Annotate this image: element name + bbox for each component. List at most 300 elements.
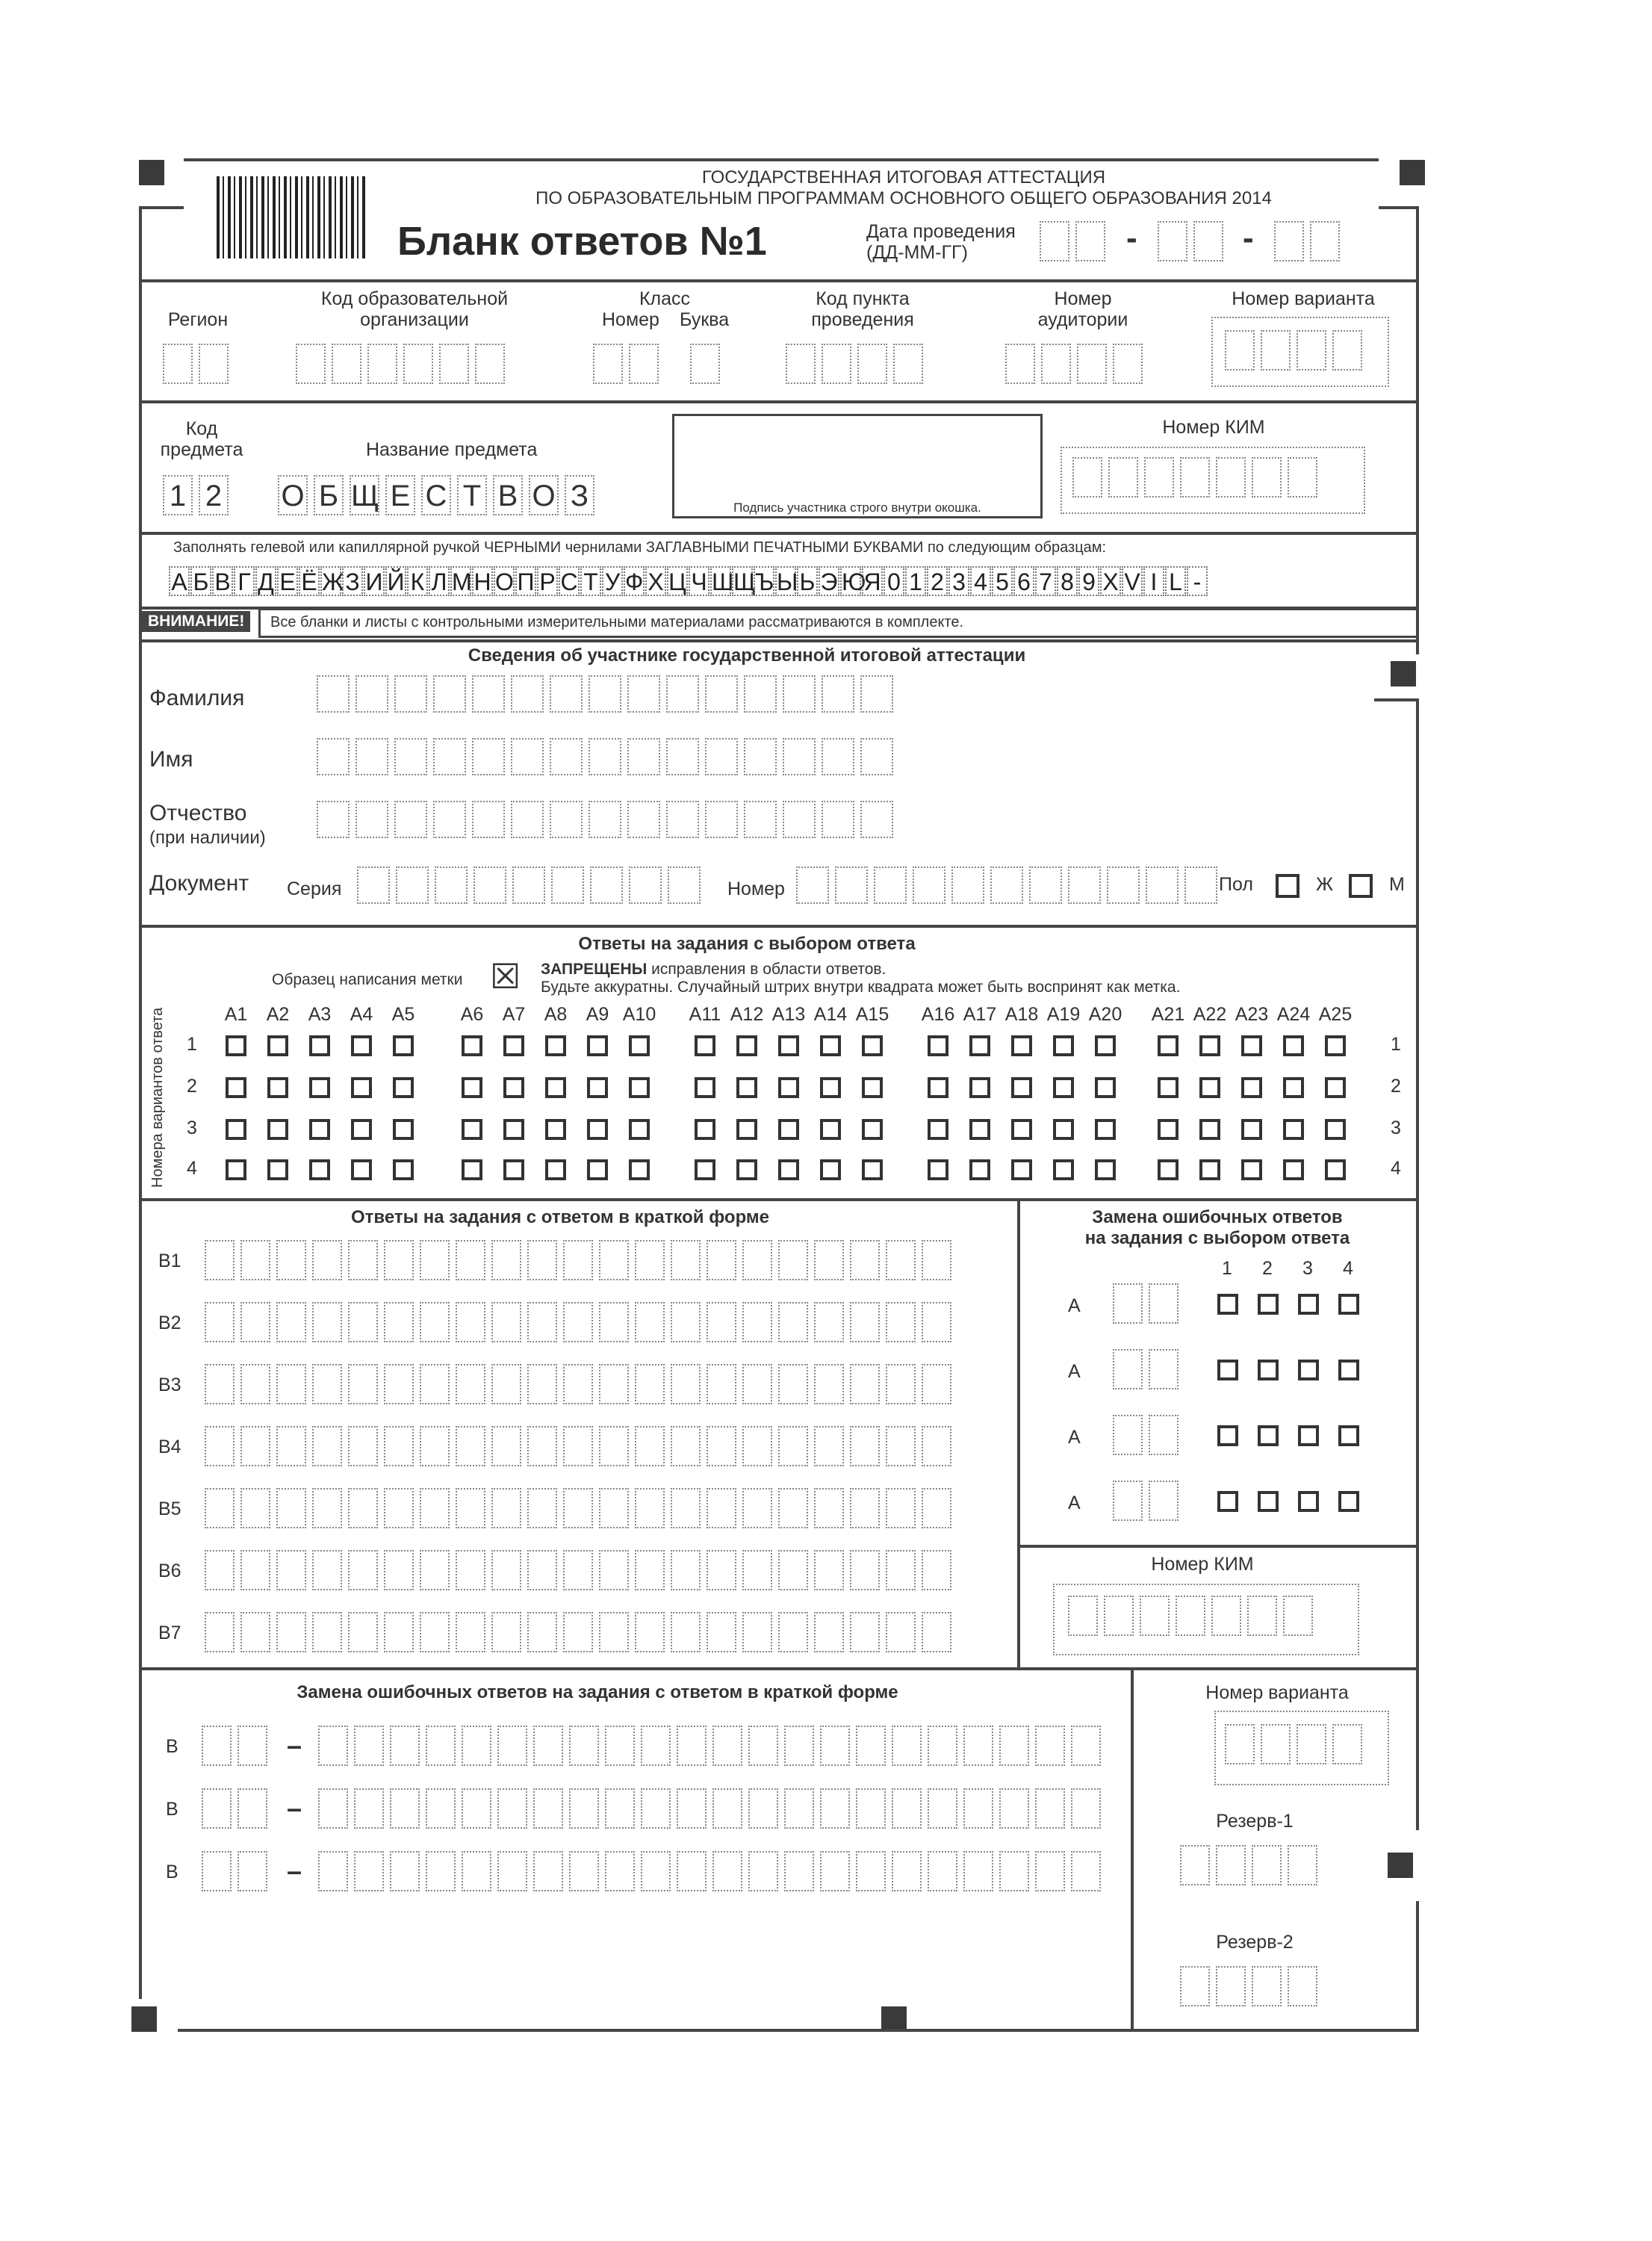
answer-checkbox[interactable] [928,1119,948,1140]
date-day-cells[interactable] [1040,221,1111,261]
part-b-cell[interactable] [850,1364,880,1404]
answer-checkbox[interactable] [1158,1119,1179,1140]
name-cell[interactable] [666,738,699,775]
answer-checkbox[interactable] [928,1035,948,1056]
replace-a-cell[interactable] [1149,1481,1179,1521]
part-b-answer-cells[interactable] [205,1426,957,1466]
answer-checkbox[interactable] [969,1159,990,1180]
part-b-cell[interactable] [420,1612,450,1652]
part-b-cell[interactable] [384,1426,414,1466]
part-b-cell[interactable] [276,1426,306,1466]
answer-checkbox[interactable] [969,1077,990,1098]
replace-a-task-cells[interactable] [1113,1415,1184,1455]
answer-checkbox[interactable] [928,1077,948,1098]
part-b-cell[interactable] [491,1426,521,1466]
name-cells[interactable] [317,738,899,775]
part-b-cell[interactable] [456,1426,485,1466]
name-cell[interactable] [705,738,738,775]
replace-b-answer-cells[interactable] [318,1726,1107,1766]
replace-b-cell[interactable] [237,1788,267,1829]
part-b-cell[interactable] [348,1550,378,1590]
answer-checkbox[interactable] [778,1159,799,1180]
part-b-cell[interactable] [527,1302,557,1342]
replace-b-answer-cell[interactable] [533,1851,563,1891]
surname-cell[interactable] [589,675,621,713]
part-b-cell[interactable] [276,1302,306,1342]
replace-b-answer-cell[interactable] [605,1788,635,1829]
answer-checkbox[interactable] [1325,1035,1346,1056]
part-b-cell[interactable] [491,1364,521,1404]
part-b-cell[interactable] [527,1240,557,1280]
patronymic-cell[interactable] [511,801,544,838]
part-b-cell[interactable] [922,1240,951,1280]
answer-checkbox[interactable] [309,1035,330,1056]
replace-b-answer-cells[interactable] [318,1851,1107,1891]
answer-checkbox[interactable] [309,1159,330,1180]
part-b-cell[interactable] [456,1364,485,1404]
answer-checkbox[interactable] [969,1035,990,1056]
part-b-cell[interactable] [240,1364,270,1404]
replace-b-answer-cell[interactable] [928,1851,957,1891]
part-b-cell[interactable] [384,1364,414,1404]
part-b-cell[interactable] [240,1240,270,1280]
replace-b-answer-cell[interactable] [318,1726,348,1766]
part-b-cell[interactable] [635,1488,665,1528]
part-b-cell[interactable] [742,1550,772,1590]
replace-b-answer-cell[interactable] [748,1788,778,1829]
answer-checkbox[interactable] [226,1035,246,1056]
name-cell[interactable] [550,738,583,775]
answer-checkbox[interactable] [1095,1035,1116,1056]
answer-checkbox[interactable] [267,1119,288,1140]
answer-checkbox[interactable] [1241,1077,1262,1098]
part-b-cell[interactable] [814,1612,844,1652]
replace-b-answer-cell[interactable] [605,1851,635,1891]
name-cell[interactable] [317,738,350,775]
patronymic-cell[interactable] [317,801,350,838]
part-b-cell[interactable] [276,1612,306,1652]
answer-checkbox[interactable] [695,1159,715,1180]
part-b-cell[interactable] [671,1364,701,1404]
answer-checkbox[interactable] [393,1035,414,1056]
series-cell[interactable] [668,867,701,904]
part-b-cell[interactable] [778,1240,808,1280]
answer-checkbox[interactable] [1095,1077,1116,1098]
replace-a-task-cells[interactable] [1113,1283,1184,1324]
replace-b-answer-cell[interactable] [462,1788,491,1829]
part-b-cell[interactable] [599,1302,629,1342]
replace-b-answer-cell[interactable] [462,1726,491,1766]
replace-b-answer-cell[interactable] [354,1851,384,1891]
part-b-cell[interactable] [922,1488,951,1528]
part-b-cell[interactable] [742,1426,772,1466]
replace-b-answer-cell[interactable] [426,1788,456,1829]
patronymic-cells[interactable] [317,801,899,838]
part-b-cell[interactable] [205,1612,235,1652]
part-b-cell[interactable] [635,1240,665,1280]
answer-checkbox[interactable] [862,1077,883,1098]
part-b-cell[interactable] [814,1550,844,1590]
room-number-cells[interactable] [1005,344,1149,384]
answer-checkbox[interactable] [267,1159,288,1180]
answer-checkbox[interactable] [1053,1119,1074,1140]
replace-b-answer-cell[interactable] [497,1851,527,1891]
replace-b-answer-cells[interactable] [318,1788,1107,1829]
answer-checkbox[interactable] [545,1077,566,1098]
replace-a-checkbox[interactable] [1338,1491,1359,1512]
part-b-cell[interactable] [312,1426,342,1466]
part-b-cell[interactable] [456,1240,485,1280]
part-b-cell[interactable] [742,1302,772,1342]
answer-checkbox[interactable] [226,1077,246,1098]
answer-checkbox[interactable] [351,1159,372,1180]
surname-cell[interactable] [860,675,893,713]
replace-a-checkbox[interactable] [1298,1294,1319,1315]
part-b-cell[interactable] [205,1302,235,1342]
replace-b-cell[interactable] [237,1726,267,1766]
answer-checkbox[interactable] [1158,1077,1179,1098]
name-cell[interactable] [744,738,777,775]
part-b-cell[interactable] [778,1612,808,1652]
answer-checkbox[interactable] [1095,1119,1116,1140]
part-b-cell[interactable] [635,1364,665,1404]
class-number-cells[interactable] [593,344,665,384]
answer-checkbox[interactable] [1283,1119,1304,1140]
part-b-cell[interactable] [491,1488,521,1528]
name-cell[interactable] [433,738,466,775]
part-b-cell[interactable] [312,1364,342,1404]
surname-cell[interactable] [355,675,388,713]
replace-b-cell[interactable] [202,1726,232,1766]
answer-checkbox[interactable] [695,1077,715,1098]
patronymic-cell[interactable] [472,801,505,838]
answer-checkbox[interactable] [1011,1159,1032,1180]
answer-checkbox[interactable] [629,1159,650,1180]
replace-b-answer-cell[interactable] [605,1726,635,1766]
replace-b-answer-cell[interactable] [641,1788,671,1829]
replace-b-task-cells[interactable] [202,1851,273,1891]
answer-checkbox[interactable] [1011,1035,1032,1056]
part-b-cell[interactable] [240,1426,270,1466]
answer-checkbox[interactable] [1241,1119,1262,1140]
part-b-cell[interactable] [922,1612,951,1652]
part-b-cell[interactable] [886,1612,916,1652]
replace-b-cell[interactable] [237,1851,267,1891]
answer-checkbox[interactable] [267,1077,288,1098]
part-b-cell[interactable] [707,1550,736,1590]
part-b-cell[interactable] [420,1426,450,1466]
answer-checkbox[interactable] [969,1119,990,1140]
part-b-cell[interactable] [671,1302,701,1342]
patronymic-cell[interactable] [744,801,777,838]
patronymic-cell[interactable] [433,801,466,838]
answer-checkbox[interactable] [736,1159,757,1180]
answer-checkbox[interactable] [1158,1035,1179,1056]
surname-cell[interactable] [783,675,816,713]
part-b-cell[interactable] [563,1426,593,1466]
part-b-cell[interactable] [563,1302,593,1342]
replace-a-cell[interactable] [1149,1283,1179,1324]
replace-b-answer-cell[interactable] [318,1851,348,1891]
surname-cell[interactable] [472,675,505,713]
part-b-answer-cells[interactable] [205,1612,957,1652]
part-b-cell[interactable] [240,1550,270,1590]
variant-number-cells[interactable] [1225,330,1368,371]
part-b-cell[interactable] [671,1488,701,1528]
part-b-cell[interactable] [348,1364,378,1404]
replace-b-answer-cell[interactable] [999,1726,1029,1766]
part-b-cell[interactable] [205,1488,235,1528]
subject-name-cells[interactable]: О Б Щ Е С Т В О З [278,475,600,515]
part-b-answer-cells[interactable] [205,1550,957,1590]
replace-a-task-cells[interactable] [1113,1481,1184,1521]
replace-b-answer-cell[interactable] [963,1851,993,1891]
part-b-cell[interactable] [886,1426,916,1466]
replace-b-answer-cell[interactable] [497,1726,527,1766]
series-cell[interactable] [629,867,662,904]
answer-checkbox[interactable] [695,1035,715,1056]
part-b-cell[interactable] [742,1612,772,1652]
part-b-cell[interactable] [348,1426,378,1466]
replace-b-answer-cell[interactable] [1035,1726,1065,1766]
replace-b-answer-cell[interactable] [712,1726,742,1766]
answer-checkbox[interactable] [1053,1159,1074,1180]
replace-b-answer-cell[interactable] [999,1851,1029,1891]
answer-checkbox[interactable] [1325,1077,1346,1098]
replace-b-answer-cell[interactable] [856,1851,886,1891]
answer-checkbox[interactable] [862,1119,883,1140]
answer-checkbox[interactable] [820,1035,841,1056]
replace-b-answer-cell[interactable] [641,1851,671,1891]
part-b-cell[interactable] [742,1240,772,1280]
part-b-cell[interactable] [491,1550,521,1590]
surname-cells[interactable] [317,675,899,713]
document-number-cell[interactable] [1184,867,1217,904]
answer-checkbox[interactable] [629,1119,650,1140]
replace-b-answer-cell[interactable] [354,1726,384,1766]
patronymic-cell[interactable] [860,801,893,838]
part-b-cell[interactable] [599,1364,629,1404]
answer-checkbox[interactable] [309,1119,330,1140]
answer-checkbox[interactable] [736,1077,757,1098]
answer-checkbox[interactable] [545,1119,566,1140]
part-b-cell[interactable] [312,1240,342,1280]
answer-checkbox[interactable] [587,1119,608,1140]
part-b-cell[interactable] [527,1550,557,1590]
replace-a-checkbox[interactable] [1338,1425,1359,1446]
part-b-cell[interactable] [922,1302,951,1342]
replace-b-answer-cell[interactable] [928,1788,957,1829]
part-b-cell[interactable] [527,1364,557,1404]
part-b-cell[interactable] [707,1612,736,1652]
date-month-cells[interactable] [1158,221,1229,261]
replace-b-answer-cell[interactable] [1071,1788,1101,1829]
answer-checkbox[interactable] [1283,1077,1304,1098]
document-number-cells[interactable] [796,867,1223,904]
part-b-cell[interactable] [240,1488,270,1528]
answer-checkbox[interactable] [1199,1159,1220,1180]
name-cell[interactable] [783,738,816,775]
document-number-cell[interactable] [835,867,868,904]
part-b-cell[interactable] [850,1488,880,1528]
part-b-cell[interactable] [635,1550,665,1590]
replace-b-answer-cell[interactable] [892,1788,922,1829]
patronymic-cell[interactable] [355,801,388,838]
answer-checkbox[interactable] [1011,1119,1032,1140]
replace-b-answer-cell[interactable] [712,1851,742,1891]
part-b-cell[interactable] [348,1488,378,1528]
name-cell[interactable] [394,738,427,775]
replace-b-cell[interactable] [202,1851,232,1891]
part-b-cell[interactable] [707,1302,736,1342]
replace-b-answer-cell[interactable] [677,1788,707,1829]
replace-b-answer-cell[interactable] [390,1851,420,1891]
patronymic-cell[interactable] [705,801,738,838]
replace-b-answer-cell[interactable] [820,1726,850,1766]
answer-checkbox[interactable] [462,1035,482,1056]
replace-a-checkbox[interactable] [1298,1425,1319,1446]
replace-b-answer-cell[interactable] [784,1851,814,1891]
part-b-cell[interactable] [527,1488,557,1528]
replace-b-answer-cell[interactable] [748,1851,778,1891]
replace-a-cell[interactable] [1149,1415,1179,1455]
part-b-cell[interactable] [491,1302,521,1342]
series-cell[interactable] [590,867,623,904]
part-b-cell[interactable] [563,1488,593,1528]
kim-cells-mid[interactable] [1068,1596,1319,1636]
part-b-answer-cells[interactable] [205,1240,957,1280]
part-b-answer-cells[interactable] [205,1364,957,1404]
answer-checkbox[interactable] [1241,1035,1262,1056]
part-b-cell[interactable] [922,1364,951,1404]
part-b-cell[interactable] [886,1240,916,1280]
replace-b-answer-cell[interactable] [712,1788,742,1829]
answer-checkbox[interactable] [629,1077,650,1098]
part-b-cell[interactable] [348,1240,378,1280]
part-b-cell[interactable] [348,1612,378,1652]
replace-b-answer-cell[interactable] [462,1851,491,1891]
part-b-cell[interactable] [599,1488,629,1528]
part-b-cell[interactable] [814,1364,844,1404]
series-cell[interactable] [357,867,390,904]
part-b-cell[interactable] [563,1364,593,1404]
part-b-cell[interactable] [599,1240,629,1280]
part-b-cell[interactable] [205,1240,235,1280]
part-b-cell[interactable] [276,1240,306,1280]
patronymic-cell[interactable] [666,801,699,838]
replace-b-answer-cell[interactable] [1035,1851,1065,1891]
replace-b-answer-cell[interactable] [318,1788,348,1829]
answer-checkbox[interactable] [351,1035,372,1056]
part-b-cell[interactable] [384,1240,414,1280]
document-number-cell[interactable] [796,867,829,904]
replace-b-answer-cell[interactable] [569,1726,599,1766]
answer-checkbox[interactable] [226,1119,246,1140]
replace-a-checkbox[interactable] [1258,1425,1279,1446]
part-b-cell[interactable] [778,1302,808,1342]
document-number-cell[interactable] [1029,867,1062,904]
replace-a-checkbox[interactable] [1338,1360,1359,1380]
answer-checkbox[interactable] [820,1119,841,1140]
part-b-cell[interactable] [456,1550,485,1590]
patronymic-cell[interactable] [550,801,583,838]
series-cell[interactable] [435,867,468,904]
document-number-cell[interactable] [913,867,945,904]
answer-checkbox[interactable] [820,1159,841,1180]
part-b-cell[interactable] [778,1364,808,1404]
region-cells[interactable] [163,344,235,384]
answer-checkbox[interactable] [1199,1077,1220,1098]
replace-b-cell[interactable] [202,1788,232,1829]
answer-checkbox[interactable] [1053,1077,1074,1098]
document-number-cell[interactable] [874,867,907,904]
replace-a-checkbox[interactable] [1217,1294,1238,1315]
answer-checkbox[interactable] [309,1077,330,1098]
replace-b-answer-cell[interactable] [963,1788,993,1829]
part-b-cell[interactable] [240,1302,270,1342]
part-b-cell[interactable] [778,1488,808,1528]
part-b-cell[interactable] [527,1426,557,1466]
replace-a-cell[interactable] [1113,1415,1143,1455]
surname-cell[interactable] [705,675,738,713]
surname-cell[interactable] [627,675,660,713]
part-b-cell[interactable] [599,1612,629,1652]
reserve-2-cells[interactable] [1180,1966,1323,2006]
part-b-cell[interactable] [348,1302,378,1342]
variant-cells-bottom[interactable] [1225,1724,1368,1764]
date-year-cells[interactable] [1274,221,1346,261]
replace-b-answer-cell[interactable] [390,1788,420,1829]
replace-a-cell[interactable] [1113,1283,1143,1324]
part-b-cell[interactable] [778,1426,808,1466]
series-cell[interactable] [551,867,584,904]
part-b-answer-cells[interactable] [205,1488,957,1528]
point-code-cells[interactable] [786,344,929,384]
replace-b-answer-cell[interactable] [1071,1851,1101,1891]
replace-b-answer-cell[interactable] [426,1726,456,1766]
reserve-1-cells[interactable] [1180,1845,1323,1885]
replace-b-answer-cell[interactable] [497,1788,527,1829]
answer-checkbox[interactable] [1199,1035,1220,1056]
document-number-cell[interactable] [1146,867,1179,904]
part-b-cell[interactable] [814,1426,844,1466]
answer-checkbox[interactable] [503,1035,524,1056]
part-b-cell[interactable] [599,1550,629,1590]
part-b-cell[interactable] [707,1364,736,1404]
answer-checkbox[interactable] [587,1159,608,1180]
replace-a-checkbox[interactable] [1258,1294,1279,1315]
part-b-cell[interactable] [814,1302,844,1342]
subject-code-cells[interactable]: 1 2 [163,475,235,515]
part-b-cell[interactable] [635,1302,665,1342]
part-b-cell[interactable] [671,1612,701,1652]
part-b-cell[interactable] [671,1240,701,1280]
answer-checkbox[interactable] [629,1035,650,1056]
part-b-cell[interactable] [312,1612,342,1652]
part-b-cell[interactable] [922,1550,951,1590]
replace-a-cell[interactable] [1113,1481,1143,1521]
part-b-cell[interactable] [491,1240,521,1280]
name-cell[interactable] [355,738,388,775]
name-cell[interactable] [511,738,544,775]
replace-b-answer-cell[interactable] [856,1788,886,1829]
answer-checkbox[interactable] [393,1119,414,1140]
replace-a-cell[interactable] [1113,1349,1143,1389]
answer-checkbox[interactable] [1283,1035,1304,1056]
replace-a-checkbox[interactable] [1298,1491,1319,1512]
part-b-cell[interactable] [599,1426,629,1466]
replace-b-answer-cell[interactable] [928,1726,957,1766]
